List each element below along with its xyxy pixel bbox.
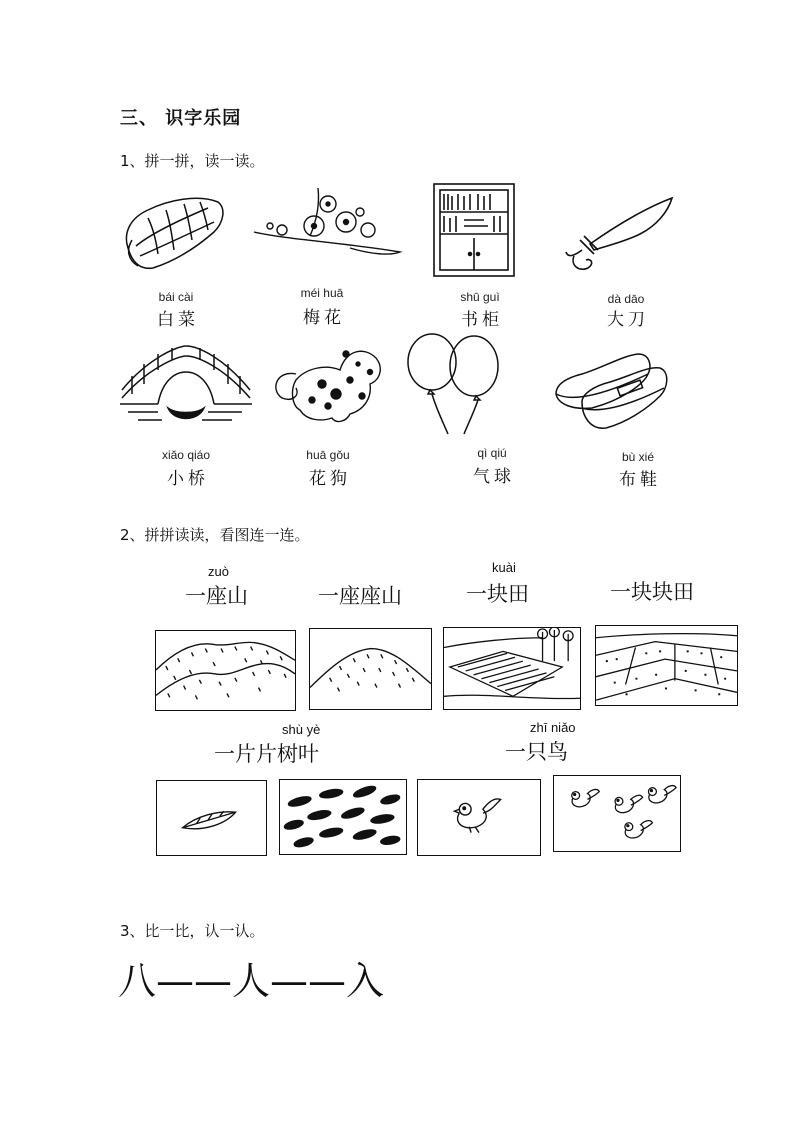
pinyin-shugui: shū guì [460, 290, 500, 304]
pinyin-huagou: huā gǒu [306, 448, 350, 462]
question-2-label: 2、拼拼读读，看图连一连。 [120, 526, 310, 544]
phrase-yi-pian-pian-shu-ye: 一片片树叶 [214, 742, 319, 766]
hanzi-meihua: 梅花 [303, 308, 345, 328]
hanzi-shugui: 书柜 [461, 310, 503, 330]
cabbage-picture [118, 188, 230, 276]
hanzi-dadao: 大刀 [607, 310, 649, 330]
pinyin-qiqiu: qì qiú [477, 446, 507, 460]
hanzi-xiaoqiao: 小桥 [167, 469, 209, 489]
pinyin-shuye: shù yè [282, 722, 321, 737]
picture-one-field[interactable] [443, 627, 581, 710]
cloth-shoes-picture [552, 344, 670, 432]
phrase-yi-kuai-tian: 一块田 [466, 582, 529, 606]
pinyin-zhiniao: zhī niǎo [530, 720, 576, 735]
phrase-yi-kuai-kuai-tian: 一块块田 [610, 580, 694, 604]
hanzi-baicai: 白菜 [157, 310, 199, 330]
pinyin-meihua: méi huā [300, 286, 344, 300]
picture-many-birds[interactable] [553, 775, 681, 852]
pinyin-kuai: kuài [492, 560, 516, 575]
char-ren: 人 [232, 959, 271, 1003]
pinyin-zuo: zuò [208, 564, 229, 579]
picture-many-leaves[interactable] [279, 779, 407, 855]
char-ba: 八 [118, 959, 157, 1003]
picture-many-fields[interactable] [595, 625, 738, 706]
picture-many-mountains[interactable] [155, 630, 296, 711]
pinyin-dadao: dà dāo [607, 292, 645, 306]
char-ru: 入 [346, 959, 385, 1003]
question-1-label: 1、拼一拼，读一读。 [120, 152, 265, 170]
broadsword-picture [560, 192, 676, 274]
spotted-dog-picture [266, 340, 390, 432]
hanzi-huagou: 花狗 [309, 469, 351, 489]
picture-one-bird[interactable] [417, 779, 541, 856]
question-3-label: 3、比一比，认一认。 [120, 922, 265, 940]
hanzi-buxie: 布鞋 [619, 470, 661, 490]
bridge-picture [118, 338, 254, 430]
compare-characters [118, 950, 384, 1005]
pinyin-xiaoqiao: xiǎo qiáo [161, 448, 211, 462]
picture-one-mountain[interactable] [309, 628, 432, 710]
phrase-yi-zhi-niao: 一只鸟 [505, 740, 568, 764]
dash-1: —— [156, 959, 233, 1003]
dash-2: —— [270, 959, 347, 1003]
section-title: 三、 识字乐园 [120, 108, 242, 129]
balloons-picture [402, 330, 502, 436]
picture-one-leaf[interactable] [156, 780, 267, 856]
pinyin-buxie: bù xié [621, 450, 655, 464]
bookcase-picture [430, 182, 518, 278]
plum-blossom-picture [250, 182, 406, 262]
hanzi-qiqiu: 气球 [473, 467, 515, 487]
phrase-yi-zuo-zuo-shan: 一座座山 [318, 584, 402, 608]
phrase-yi-zuo-shan: 一座山 [185, 584, 248, 608]
pinyin-baicai: bái cài [158, 290, 194, 304]
